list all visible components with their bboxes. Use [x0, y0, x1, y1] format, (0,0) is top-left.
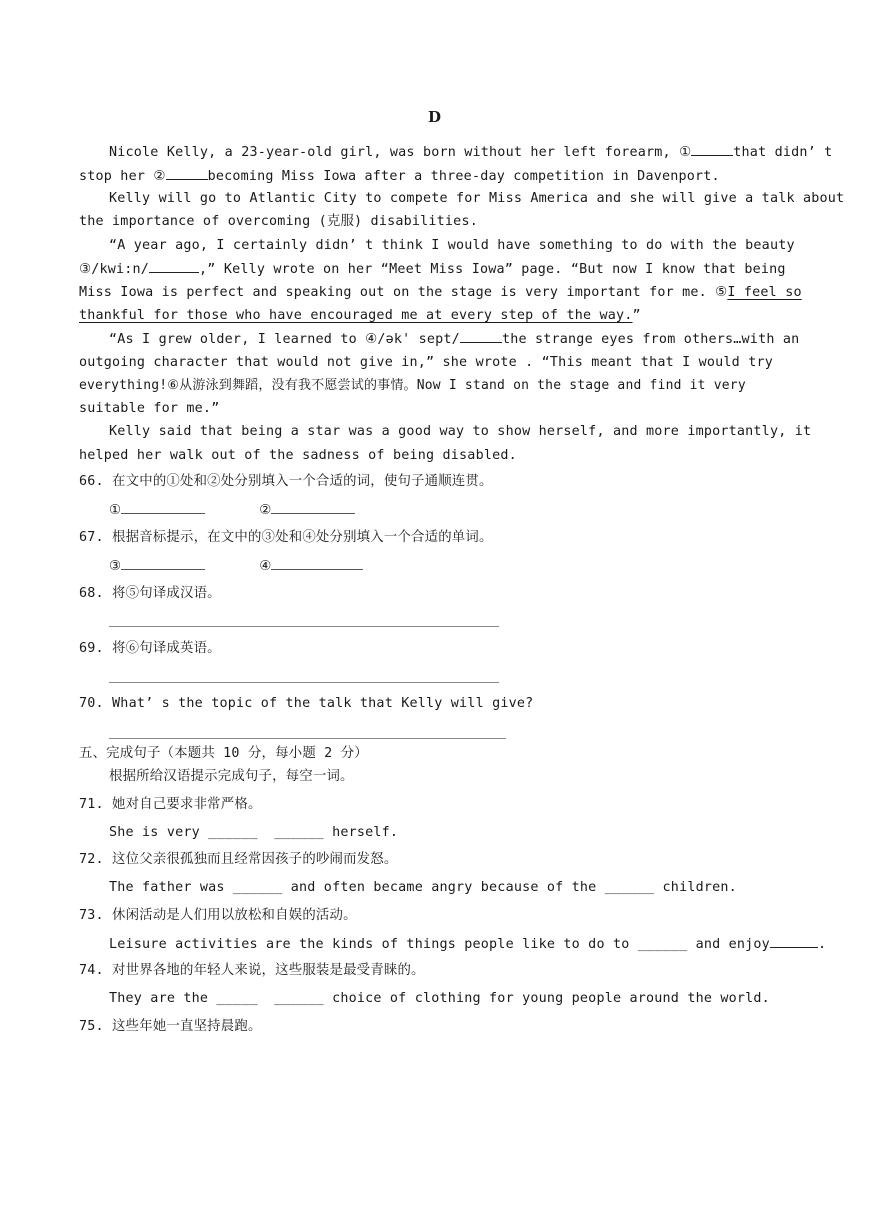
question-75: 75. 这些年她一直坚持晨跑。	[79, 1019, 262, 1034]
passage-line: the importance of overcoming (克服) disabilities.	[79, 214, 478, 229]
question-73-sentence: Leisure activities are the kinds of things people like to do to ______ and enjoy .	[109, 934, 789, 955]
passage-line: “As I grew older, I learned to ④/ək' sept/ the strange eyes from others…with an	[109, 329, 789, 350]
blank-1	[691, 142, 733, 156]
answer-field-1[interactable]	[121, 500, 205, 514]
passage-line: thankful for those who have encouraged me at every step of the way.”	[79, 308, 641, 323]
passage-line: outgoing character that would not give in,” she wrote . “This meant that I would try	[79, 355, 773, 370]
question-67-answers: ③ ④	[109, 556, 789, 577]
question-67: 67. 根据音标提示，在文中的③处和④处分别填入一个合适的单词。	[79, 530, 493, 545]
passage-line: “A year ago, I certainly didn’ t think I would have something to do with the beauty	[109, 238, 795, 253]
question-73: 73. 休闲活动是人们用以放松和自娱的活动。	[79, 908, 357, 923]
question-69: 69. 将⑥句译成英语。	[79, 641, 221, 656]
blank-3	[149, 259, 199, 273]
passage-line: suitable for me.”	[79, 401, 220, 416]
sentence-5-underlined: I feel so	[727, 285, 802, 300]
section-title: D	[427, 108, 441, 126]
passage-line: Kelly said that being a star was a good way to show herself, and more importantly, it	[109, 424, 812, 439]
sentence-5-underlined: thankful for those who have encouraged me at every step of the way.	[79, 308, 633, 323]
passage-line: stop her ② becoming Miss Iowa after a three-day competition in Davenport.	[79, 166, 789, 187]
answer-line-69[interactable]	[109, 682, 499, 683]
question-74: 74. 对世界各地的年轻人来说，这些服装是最受青睐的。	[79, 963, 425, 978]
passage-line: everything!⑥从游泳到舞蹈，没有我不愿尝试的事情。Now I stand on the stage and find it very	[79, 378, 746, 393]
question-72: 72. 这位父亲很孤独而且经常因孩子的吵闹而发怒。	[79, 852, 398, 867]
passage-line: ③/kwi:n/ ,” Kelly wrote on her “Meet Miss Iowa” page. “But now I know that being	[79, 259, 789, 280]
question-66: 66. 在文中的①处和②处分别填入一个合适的词，使句子通顺连贯。	[79, 474, 493, 489]
question-68: 68. 将⑤句译成汉语。	[79, 586, 221, 601]
answer-line-68[interactable]	[109, 626, 499, 627]
answer-field-3[interactable]	[121, 556, 205, 570]
section-5-heading: 五、完成句子（本题共 10 分，每小题 2 分）	[79, 746, 368, 761]
question-71-sentence: She is very ______ ______ herself.	[109, 825, 399, 840]
passage-line: Kelly will go to Atlantic City to compete for Miss America and she will give a talk about	[109, 191, 845, 206]
passage-line: Nicole Kelly, a 23-year-old girl, was born without her left forearm, ① that didn’ t	[109, 142, 789, 163]
blank-73	[770, 934, 818, 948]
passage-line: helped her walk out of the sadness of being disabled.	[79, 448, 517, 463]
answer-field-4[interactable]	[271, 556, 363, 570]
question-71: 71. 她对自己要求非常严格。	[79, 797, 262, 812]
blank-4	[460, 329, 502, 343]
answer-field-2[interactable]	[271, 500, 355, 514]
blank-2	[166, 166, 208, 180]
question-72-sentence: The father was ______ and often became angry because of the ______ children.	[109, 880, 737, 895]
question-74-sentence: They are the _____ ______ choice of clothing for young people around the world.	[109, 991, 770, 1006]
question-66-answers: ① ②	[109, 500, 789, 521]
section-5-instruction: 根据所给汉语提示完成句子，每空一词。	[109, 769, 354, 784]
question-70: 70. What’ s the topic of the talk that Kelly will give?	[79, 696, 534, 711]
answer-line-70[interactable]	[109, 738, 506, 739]
passage-line: Miss Iowa is perfect and speaking out on the stage is very important for me. ⑤I feel so	[79, 285, 802, 300]
